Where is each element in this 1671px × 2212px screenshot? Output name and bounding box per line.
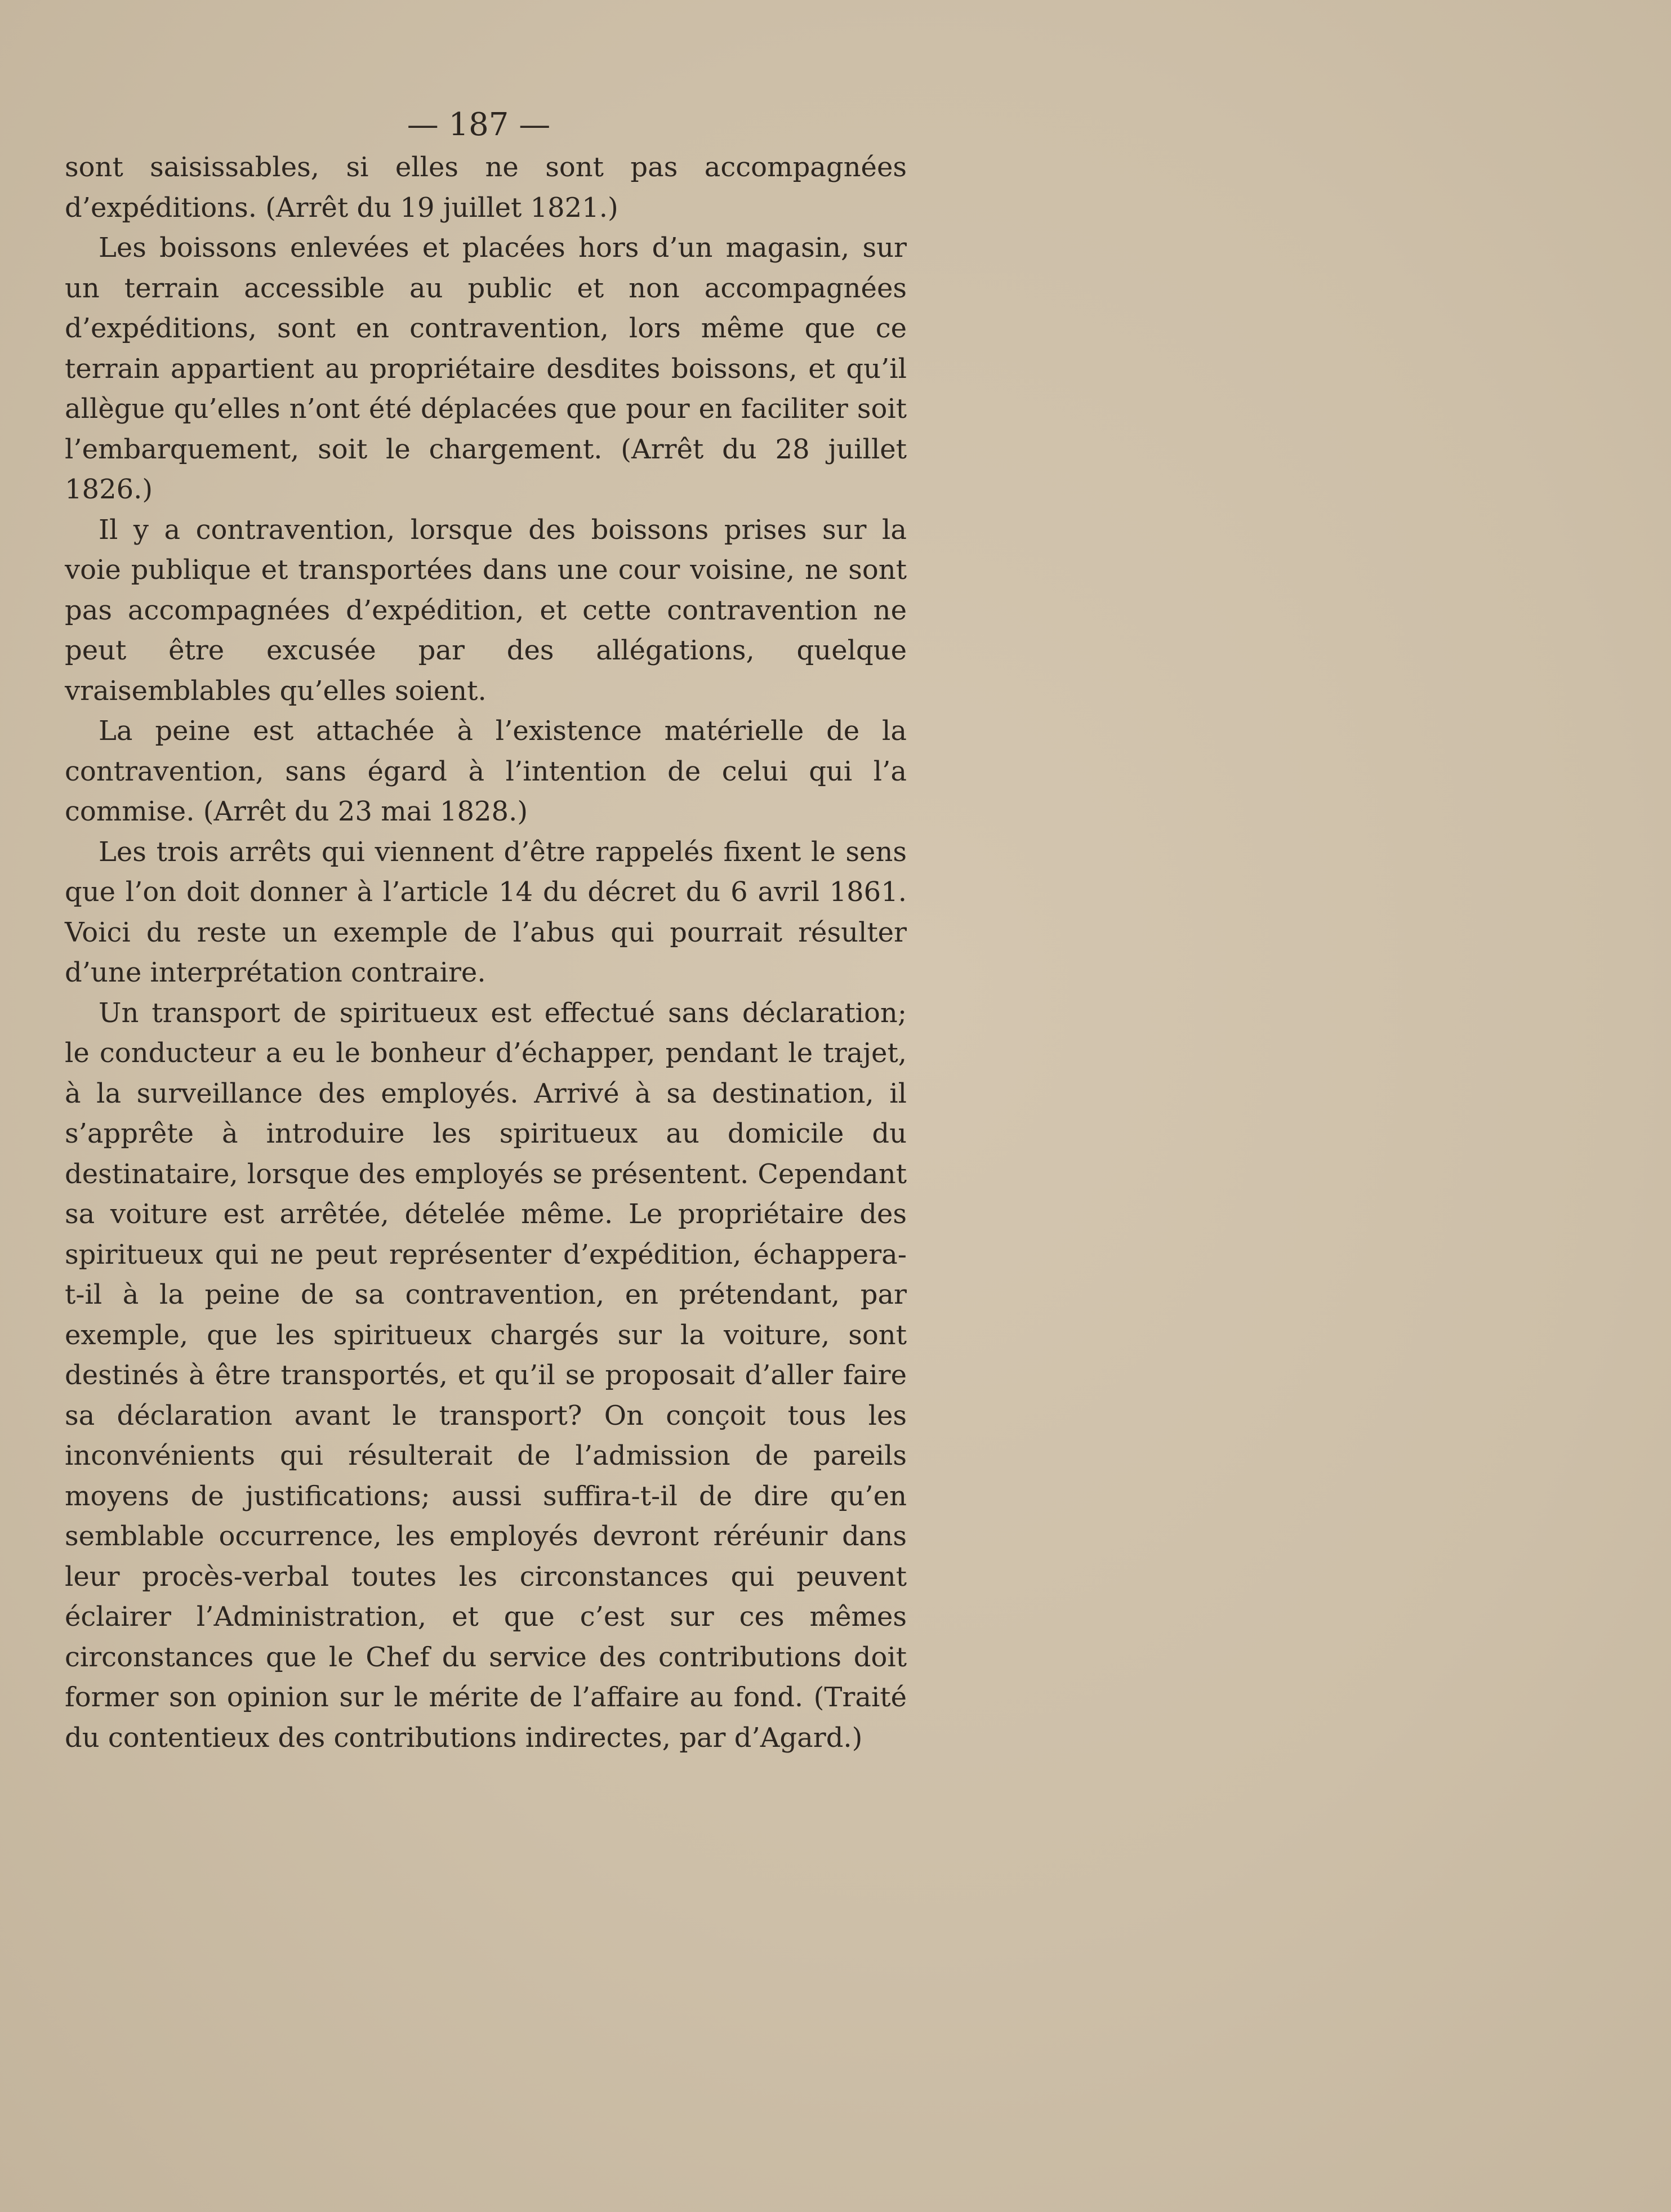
paragraph: Un transport de spiritueux est effectué sans déclaration; le conducteur a eu le bonheur d’échapper, pendant le trajet, à la surveillance des employés. Arrivé à sa destination, il s’apprête à introduire les spiritueux au domicile du destinataire, lorsque des employés se présentent. Cependant sa voiture est arrêtée, dételée même. Le propriétaire des spiritueux qui ne peut représenter d’expédition, échappera-t-il à la peine de sa contravention, en prétendant, par exemple, que les spiritueux chargés sur la voiture, sont destinés à être transportés, et qu’il se proposait d’aller faire sa déclaration avant le transport? On conçoit tous les inconvénients qui résulterait de l’admission de pareils moyens de justifications; aussi suffira-t-il de dire qu’en semblable occurrence, les employés devront réréunir dans leur procès-verbal toutes les circonstances qui peuvent éclairer l’Administration, et que c’est sur ces mêmes circonstances que le Chef du service des contributions doit former son opinion sur le mérite de l’affaire au fond. (Traité du contentieux des contributions indirectes, par d’Agard.) <box>65 997 907 1754</box>
paragraph: Les trois arrêts qui viennent d’être rappelés fixent le sens que l’on doit donner à l’article 14 du décret du 6 avril 1861. Voici du reste un exemple de l’abus qui pourrait résulter d’une interprétation contraire. <box>65 836 907 988</box>
paragraph: Il y a contravention, lorsque des boissons prises sur la voie publique et transportées dans une cour voisine, ne sont pas accompagnées d’expédition, et cette contravention ne peut être excusée par des allégations, quelque vraisemblables qu’elles soient. <box>65 514 907 707</box>
paragraph-continuation: sont saisissables, si elles ne sont pas accompagnées d’expéditions. (Arrêt du 19 juillet 1821.) <box>65 151 907 224</box>
paragraph: La peine est attachée à l’existence matérielle de la contravention, sans égard à l’intention de celui qui l’a commise. (Arrêt du 23 mai 1828.) <box>65 715 907 827</box>
body-text <box>65 148 907 1758</box>
paragraph: Les boissons enlevées et placées hors d’un magasin, sur un terrain accessible au public et non accompagnées d’expéditions, sont en contravention, lors même que ce terrain appartient au propriétaire desdites boissons, et qu’il allègue qu’elles n’ont été déplacées que pour en faciliter soit l’embarquement, soit le chargement. (Arrêt du 28 juillet 1826.) <box>65 232 907 505</box>
page-number: — 187 — <box>407 106 551 143</box>
